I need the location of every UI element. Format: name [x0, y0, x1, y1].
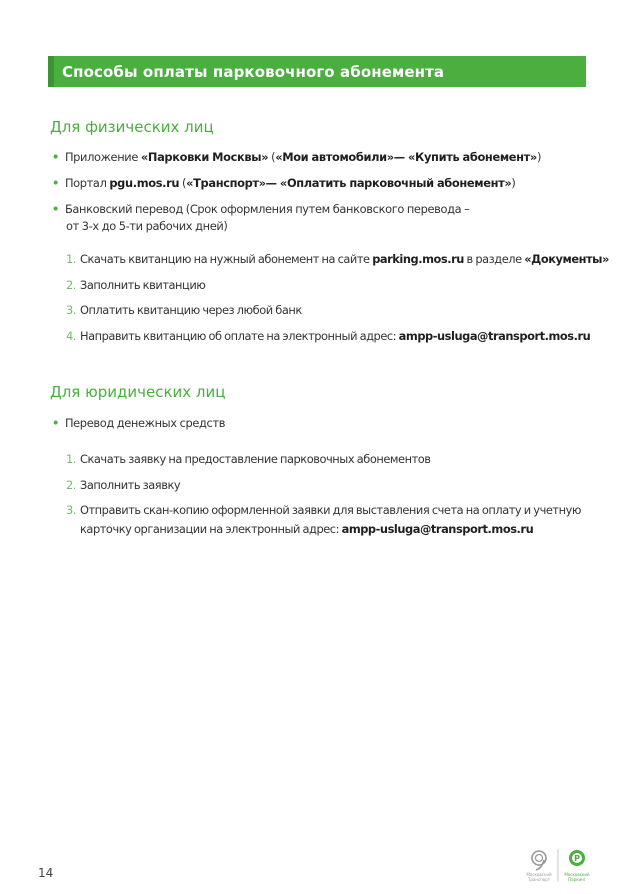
- step-number: 1.: [66, 252, 76, 266]
- step-number: 4.: [66, 329, 76, 343]
- individuals-heading: Для физических лиц: [50, 118, 214, 136]
- bullet-dot-icon: •: [52, 202, 59, 216]
- parking-logo-line1: Московский: [564, 872, 590, 877]
- section-banner: [48, 56, 586, 87]
- step-text: Заполнить квитанцию: [79, 278, 206, 292]
- portal-path: «Транспорт»— «Оплатить парковочный абонемент»: [186, 176, 512, 190]
- legal-step-3: [66, 503, 581, 517]
- bullet-text: Портал: [64, 176, 110, 190]
- step-text: в разделе: [463, 252, 525, 266]
- transport-logo-line2: Транспорт: [527, 877, 551, 882]
- bullet-text: ): [511, 176, 516, 190]
- bullet-portal: [52, 176, 516, 190]
- app-name: «Парковки Москвы»: [140, 150, 269, 164]
- parking-logo-line2: Паркинг: [568, 877, 586, 882]
- individual-step-4: [66, 329, 590, 343]
- footer-logos: [522, 846, 602, 886]
- page-number: 14: [38, 866, 54, 880]
- legal-step-3-continuation: [80, 522, 533, 536]
- step-number: 3.: [66, 303, 76, 317]
- step-number: 2.: [66, 278, 76, 292]
- step-text: Отправить скан-копию оформленной заявки для выставления счета на оплату и учетную: [79, 503, 582, 517]
- step-text: Направить квитанцию об оплате на электронный адрес:: [79, 329, 399, 343]
- bullet-text: Перевод денежных средств: [64, 416, 226, 430]
- step-number: 3.: [66, 503, 76, 517]
- bullet-dot-icon: •: [52, 150, 59, 164]
- individual-step-2: [66, 278, 205, 292]
- bullet-dot-icon: •: [52, 416, 59, 430]
- bullet-app: [52, 150, 541, 164]
- parking-logo-mark: P: [574, 854, 580, 863]
- bullet-text: ): [536, 150, 542, 164]
- bullet-dot-icon: •: [52, 176, 59, 190]
- bullet-text: Банковский перевод (Срок оформления путем банковского перевода –: [64, 202, 470, 216]
- documents-section: «Документы»: [524, 252, 609, 266]
- step-text: карточку организации на электронный адрес:: [80, 522, 342, 536]
- transport-logo-line1: Московский: [526, 872, 552, 877]
- bullet-continuation: от 3-х до 5-ти рабочих дней): [66, 219, 228, 233]
- step-number: 1.: [66, 452, 76, 466]
- parking-site-link[interactable]: parking.mos.ru: [372, 252, 464, 266]
- step-number: 2.: [66, 478, 76, 492]
- step-text: Оплатить квитанцию через любой банк: [79, 303, 302, 317]
- banner-title: Способы оплаты парковочного абонемента: [62, 62, 445, 81]
- legal-step-2: [66, 478, 180, 492]
- step-text: Скачать квитанцию на нужный абонемент на сайте: [79, 252, 373, 266]
- bullet-money-transfer: [52, 416, 225, 430]
- email-link[interactable]: ampp-usluga@transport.mos.ru: [341, 522, 534, 536]
- app-path: «Мои автомобили»— «Купить абонемент»: [275, 150, 537, 164]
- bullet-bank-transfer: [52, 202, 469, 216]
- individual-step-3: [66, 303, 302, 317]
- bullet-text: (: [268, 150, 276, 164]
- parking-logo-icon: [564, 850, 590, 882]
- legal-step-1: [66, 452, 431, 466]
- email-link[interactable]: ampp-usluga@transport.mos.ru: [398, 329, 591, 343]
- step-text: Заполнить заявку: [79, 478, 181, 492]
- bullet-text: (: [179, 176, 187, 190]
- step-text: Скачать заявку на предоставление парковочных абонементов: [79, 452, 431, 466]
- individual-step-1: [66, 252, 609, 266]
- bullet-text: Приложение: [64, 150, 141, 164]
- transport-logo-icon: [526, 851, 552, 882]
- legal-heading: Для юридических лиц: [50, 383, 226, 401]
- portal-link[interactable]: pgu.mos.ru: [109, 176, 180, 190]
